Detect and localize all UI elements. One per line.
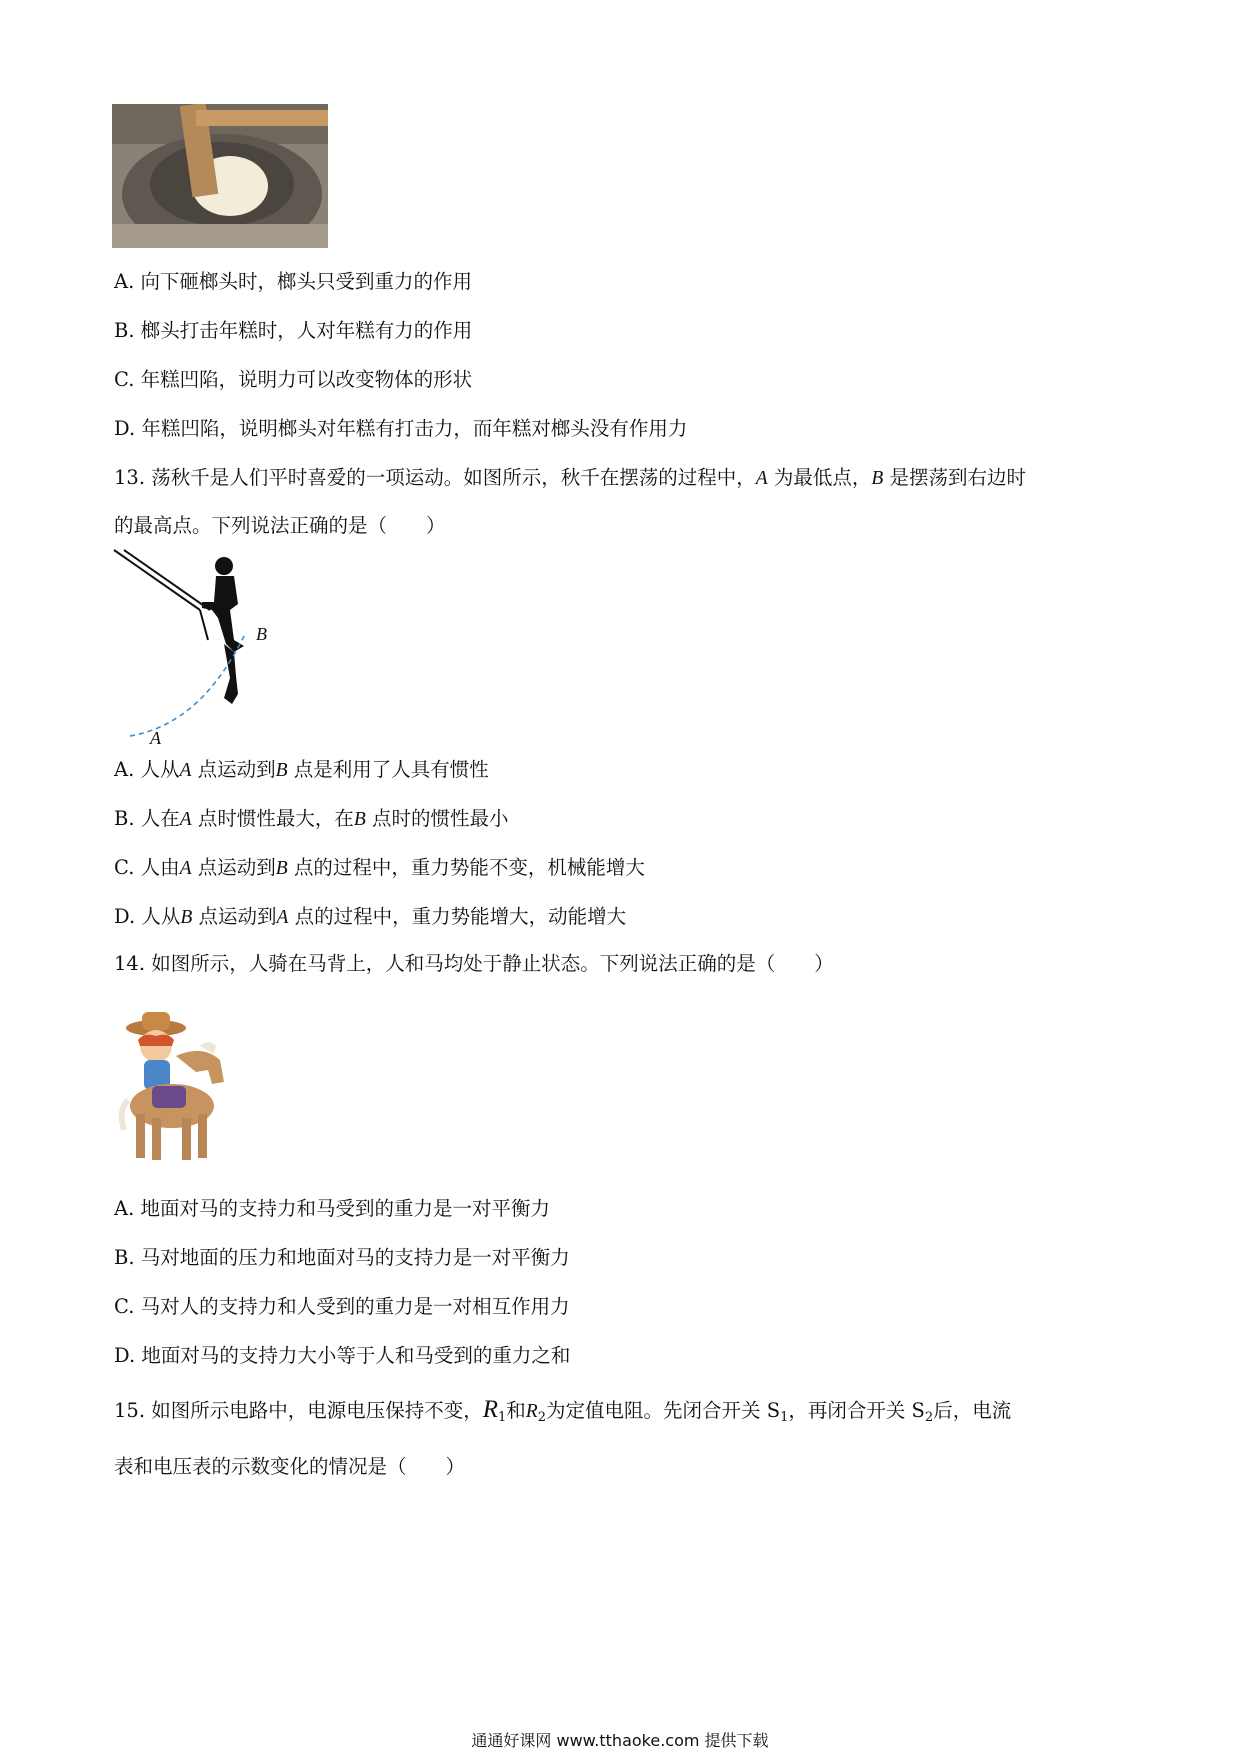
q14-option-b: B. 马对地面的压力和地面对马的支持力是一对平衡力 <box>114 1246 570 1269</box>
point-b-label: B <box>256 624 267 644</box>
q14-option-c: C. 马对人的支持力和人受到的重力是一对相互作用力 <box>114 1295 570 1318</box>
q14-stem: 14. 如图所示，人骑在马背上，人和马均处于静止状态。下列说法正确的是（ ） <box>114 952 834 975</box>
q12-option-a: A. 向下砸榔头时，榔头只受到重力的作用 <box>114 270 472 293</box>
cowboy-on-horse-cartoon <box>116 1010 242 1166</box>
mortar-pestle-photo <box>112 104 328 248</box>
page-footer: 通通好课网 www.tthaoke.com 提供下载 <box>471 1731 769 1750</box>
q15-stem-line2: 表和电压表的示数变化的情况是（ ） <box>114 1455 466 1478</box>
swing-figure <box>112 548 282 748</box>
q13-stem-line1: 13. 荡秋千是人们平时喜爱的一项运动。如图所示，秋千在摆荡的过程中，A 为最低点，B 是摆荡到右边时 <box>114 466 1026 489</box>
q13-option-c: C. 人由A 点运动到B 点的过程中，重力势能不变，机械能增大 <box>114 856 645 879</box>
q12-option-b: B. 榔头打击年糕时，人对年糕有力的作用 <box>114 319 473 342</box>
q12-option-d: D. 年糕凹陷，说明榔头对年糕有打击力，而年糕对榔头没有作用力 <box>114 417 688 440</box>
q15-stem-line1: 15. 如图所示电路中，电源电压保持不变，$R_1$和$R_2$为定值电阻。先闭合开关 $S_1$，再闭合开关 $S_2$后，电流 <box>114 1396 1012 1425</box>
point-a-label: A <box>150 728 161 748</box>
q14-option-a: A. 地面对马的支持力和马受到的重力是一对平衡力 <box>114 1197 550 1220</box>
q13-option-b: B. 人在A 点时惯性最大，在B 点时的惯性最小 <box>114 807 509 830</box>
q13-stem-line2: 的最高点。下列说法正确的是（ ） <box>114 514 446 537</box>
q14-option-d: D. 地面对马的支持力大小等于人和马受到的重力之和 <box>114 1344 571 1367</box>
q12-option-c: C. 年糕凹陷，说明力可以改变物体的形状 <box>114 368 473 391</box>
q13-option-d: D. 人从B 点运动到A 点的过程中，重力势能增大，动能增大 <box>114 905 627 928</box>
q13-option-a: A. 人从A 点运动到B 点是利用了人具有惯性 <box>114 758 489 781</box>
